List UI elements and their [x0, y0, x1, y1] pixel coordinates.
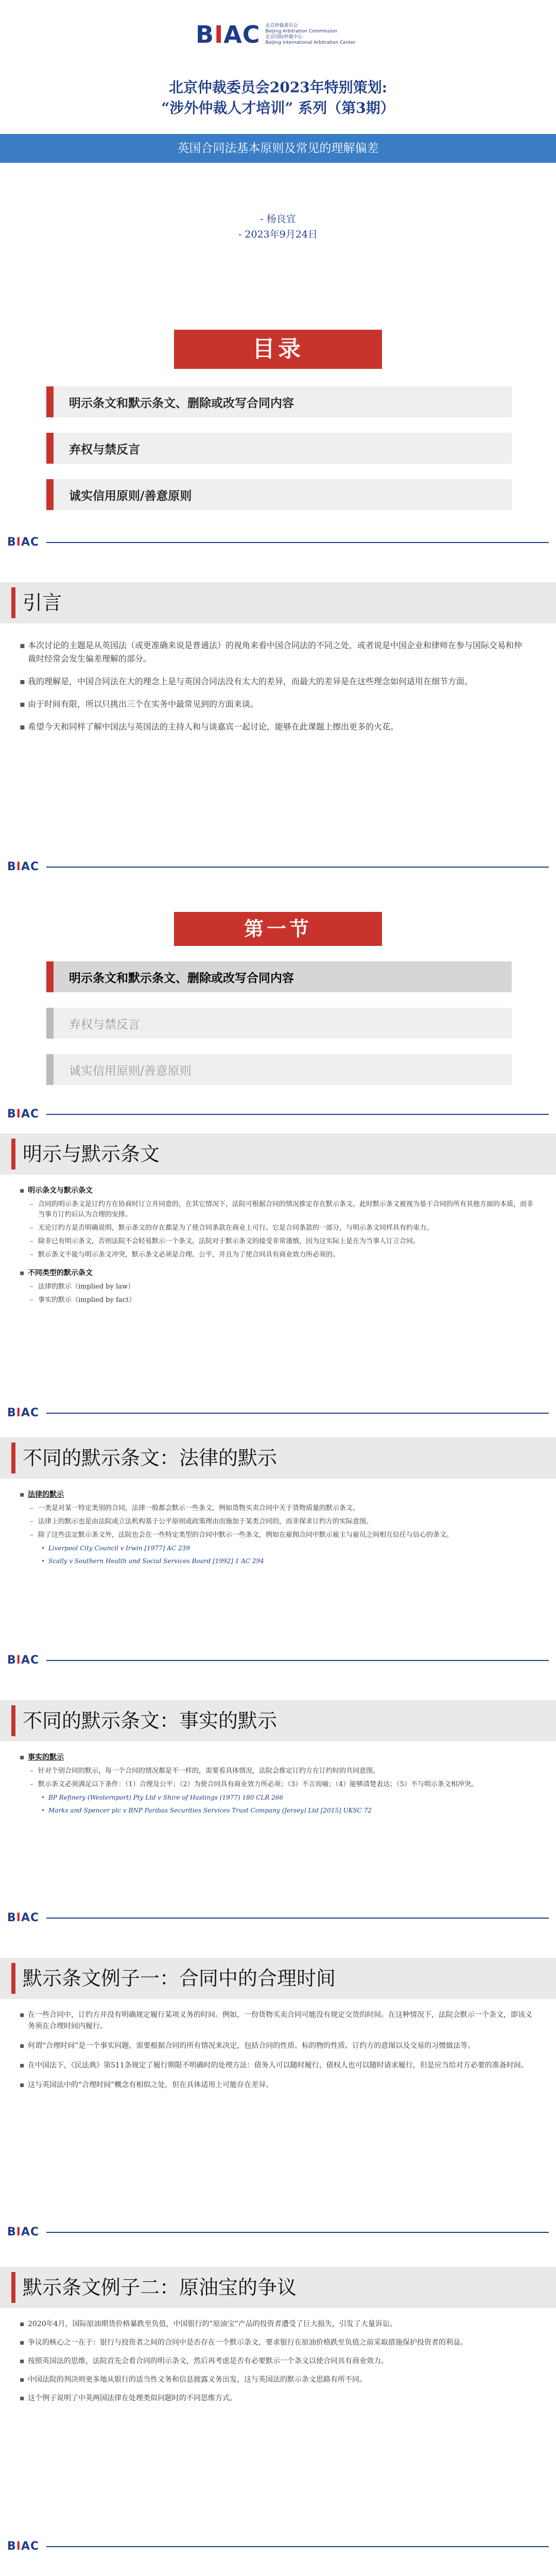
slide-title: 默示条文例子二：原油宝的争议	[23, 2276, 297, 2299]
toc-item-3[interactable]: 诚实信用原则/善意原则	[46, 479, 512, 510]
toc-item-2[interactable]: 弃权与禁反言	[46, 433, 512, 464]
footer-rule	[46, 1114, 549, 1115]
express-body: ▪ 明示条文与默示条文 – 合同的明示条文是订约方在协商时订立并同意的，在其它情况下，法院可根据合同的情况推定存在默示条文。此时默示条文被视为基于合同的所有其他方面的本质，而非当事方订约后认为合理的安排。 – 无论订约方是否明确说明，默示条文的存在都是为了使合同条款在商业上可行。它是合同条款的一部分，与明示条文同样具有约束力。 – 除非已有明示条文，否则法院不会轻易默示一个条文。法院对于默示条文的接受非常谨慎，因为这实际上是在为当事人订立合同。 – 默示条文不能与明示条文冲突，默示条文必须是合理、公平，并且为了使合同具有商业效力所必须的。 ▪ 不同类型的默示条文 – 法律的默示（implied by law） – 事实的默示（implied by fact）	[19, 1185, 533, 1309]
biac-logo-subtitle: 北京仲裁委员会 Beijing Arbitration Commission 北京国际仲裁中心 Beijing International Arbitration Center	[265, 23, 356, 45]
footer-logo: BIAC	[7, 1654, 40, 1667]
footer-logo: BIAC	[7, 1108, 40, 1121]
footer-logo: BIAC	[7, 1406, 40, 1419]
cover-speaker: - 杨良宜 - 2023年9月24日	[238, 213, 318, 240]
intro-body	[19, 639, 528, 743]
intro-bullet: ▪ 本次讨论的主题是从英国法（或更准确来说是普通法）的视角来看中国合同法的不同之处，或者说是中国企业和律师在参与国际交易和仲裁时经常会发生偏差理解的部分。	[19, 639, 528, 666]
slide-title: 引言	[23, 591, 62, 614]
express-implied-slide	[0, 1123, 556, 1432]
biac-wordmark: BIAC	[196, 21, 260, 48]
footer-rule	[46, 2232, 549, 2233]
section-heading: 第一节	[174, 912, 382, 946]
section-item-1[interactable]: 明示条文和默示条文、删除或改写合同内容	[46, 961, 512, 992]
footer-logo: BIAC	[7, 2226, 40, 2239]
footer-rule	[46, 1918, 549, 1919]
intro-bullet: ▪ 由于时间有限，所以只挑出三个在实务中最常见到的方面来谈。	[19, 698, 528, 711]
footer-rule	[46, 2546, 549, 2547]
footer-rule	[46, 542, 549, 543]
footer-logo: BIAC	[7, 1911, 40, 1924]
footer-logo: BIAC	[7, 2540, 40, 2553]
footer-logo: BIAC	[7, 860, 40, 873]
slide-title: 不同的默示条文：事实的默示	[23, 1709, 277, 1732]
example2-body: ▪ 2020年4月，国际原油期货价格暴跌至负值，中国银行的“原油宝”产品的投资者遭受了巨大损失，引发了大量诉讼。 ▪ 争议的核心之一在于：银行与投资者之间的合同中是否存在一个默示条文，要求银行在原油价格跌至负值之前采取措施保护投资者的利益。 ▪ 按照英国法的思维，法院首先会看合同的明示条文，然后再考虑是否有必要默示一个条文以使合同具有商业效力。 ▪ 中国法院的判决则更多地从银行的适当性义务和信息披露义务出发，这与英国法的默示条文思路有所不同。 ▪ 这个例子说明了中英两国法律在处理类似问题时的不同思维方式。	[19, 2318, 533, 2411]
cover-slide	[0, 0, 556, 289]
biac-logo	[196, 21, 356, 48]
footer-rule	[46, 1413, 549, 1414]
cover-title: 北京仲裁委员会2023年特别策划: “涉外仲裁人才培训” 系列（第3期）	[161, 79, 395, 116]
footer-rule	[46, 1660, 549, 1661]
intro-title-band	[0, 582, 556, 623]
fact-implied-body: ▪ 事实的默示 – 针对个别合同的默示，每一个合同的情况都是不一样的，需要看具体情况，法院会推定订约方在订约时的共同意图。 – 默示条文必须满足以下条件：（1）合理及公平；（2）为使合同具有商业效力所必须；（3）不言而喻；（4）能够清楚表达；（5）不与明示条文相冲突。 • BP Refinery (Westernport) Pty Ltd v Shire of Hastings (1977) 180 CLR 266 • Marks and Spencer plc v BNP Paribas Securities Services Trust Company (Jersey) Ltd [2015] UKSC 72	[19, 1752, 533, 1819]
example1-body: ▪ 在一些合同中，订约方并没有明确规定履行某项义务的时间。例如，一份货物买卖合同可能没有规定交货的时间。在这种情况下，法院会默示一个条文，即该义务须在合理时间内履行。 ▪ 何谓“合理时间”是一个事实问题，需要根据合同的所有情况来决定，包括合同的性质、标的物的性质、订约方的意图以及交易的习惯做法等。 ▪ 在中国法下，《民法典》第511条规定了履行期限不明确时的处理方法：债务人可以随时履行，债权人也可以随时请求履行，但是应当给对方必要的准备时间。 ▪ 这与英国法中的“合理时间”概念有相似之处，但在具体适用上可能存在差异。	[19, 2009, 533, 2099]
toc-heading: 目录	[174, 330, 382, 369]
section-item-3[interactable]: 诚实信用原则/善意原则	[46, 1054, 512, 1085]
slide-title: 明示与默示条文	[23, 1143, 160, 1165]
law-implied-body: ▪ 法律的默示 – 一类是对某一特定类别的合同，法律一般都会默示一些条文，例如货物买卖合同中关于货物质量的默示条文。 – 法律上的默示也是由法院或立法机构基于公平原则或政策理由而施加于某类合同的，而非探求订约方的实际意图。 – 除了这些法定默示条文外，法院也会在一些特定类型的合同中默示一些条文，例如在雇佣合同中默示雇主与雇员之间相互信任与信心的条文。 • Liverpool City Council v Irwin [1977] AC 239 • Scally v Southern Health and Social Services Board [1992] 1 AC 294	[19, 1489, 533, 1569]
footer-logo: BIAC	[7, 536, 40, 549]
intro-bullet: ▪ 我的理解是，中国合同法在大的理念上是与英国合同法没有太大的差异，而最大的差异是在这些理念如何适用在细节方面。	[19, 675, 528, 688]
toc-item-1[interactable]: 明示条文和默示条文、删除或改写合同内容	[46, 386, 512, 417]
footer-rule	[46, 867, 549, 868]
slide-title: 默示条文例子一：合同中的合理时间	[23, 1967, 336, 1990]
cover-subtitle-bar: 英国合同法基本原则及常见的理解偏差	[0, 134, 556, 163]
section-item-2[interactable]: 弃权与禁反言	[46, 1008, 512, 1039]
example2-slide	[0, 2262, 556, 2576]
slide-title: 不同的默示条文：法律的默示	[23, 1447, 277, 1469]
example1-slide	[0, 1953, 556, 2272]
fact-implied-slide	[0, 1695, 556, 1963]
intro-slide	[0, 572, 556, 891]
intro-bullet: ▪ 希望今天和同样了解中国法与英国法的主持人和与谈嘉宾一起讨论，能够在此课题上擦出更多的火花。	[19, 720, 528, 734]
